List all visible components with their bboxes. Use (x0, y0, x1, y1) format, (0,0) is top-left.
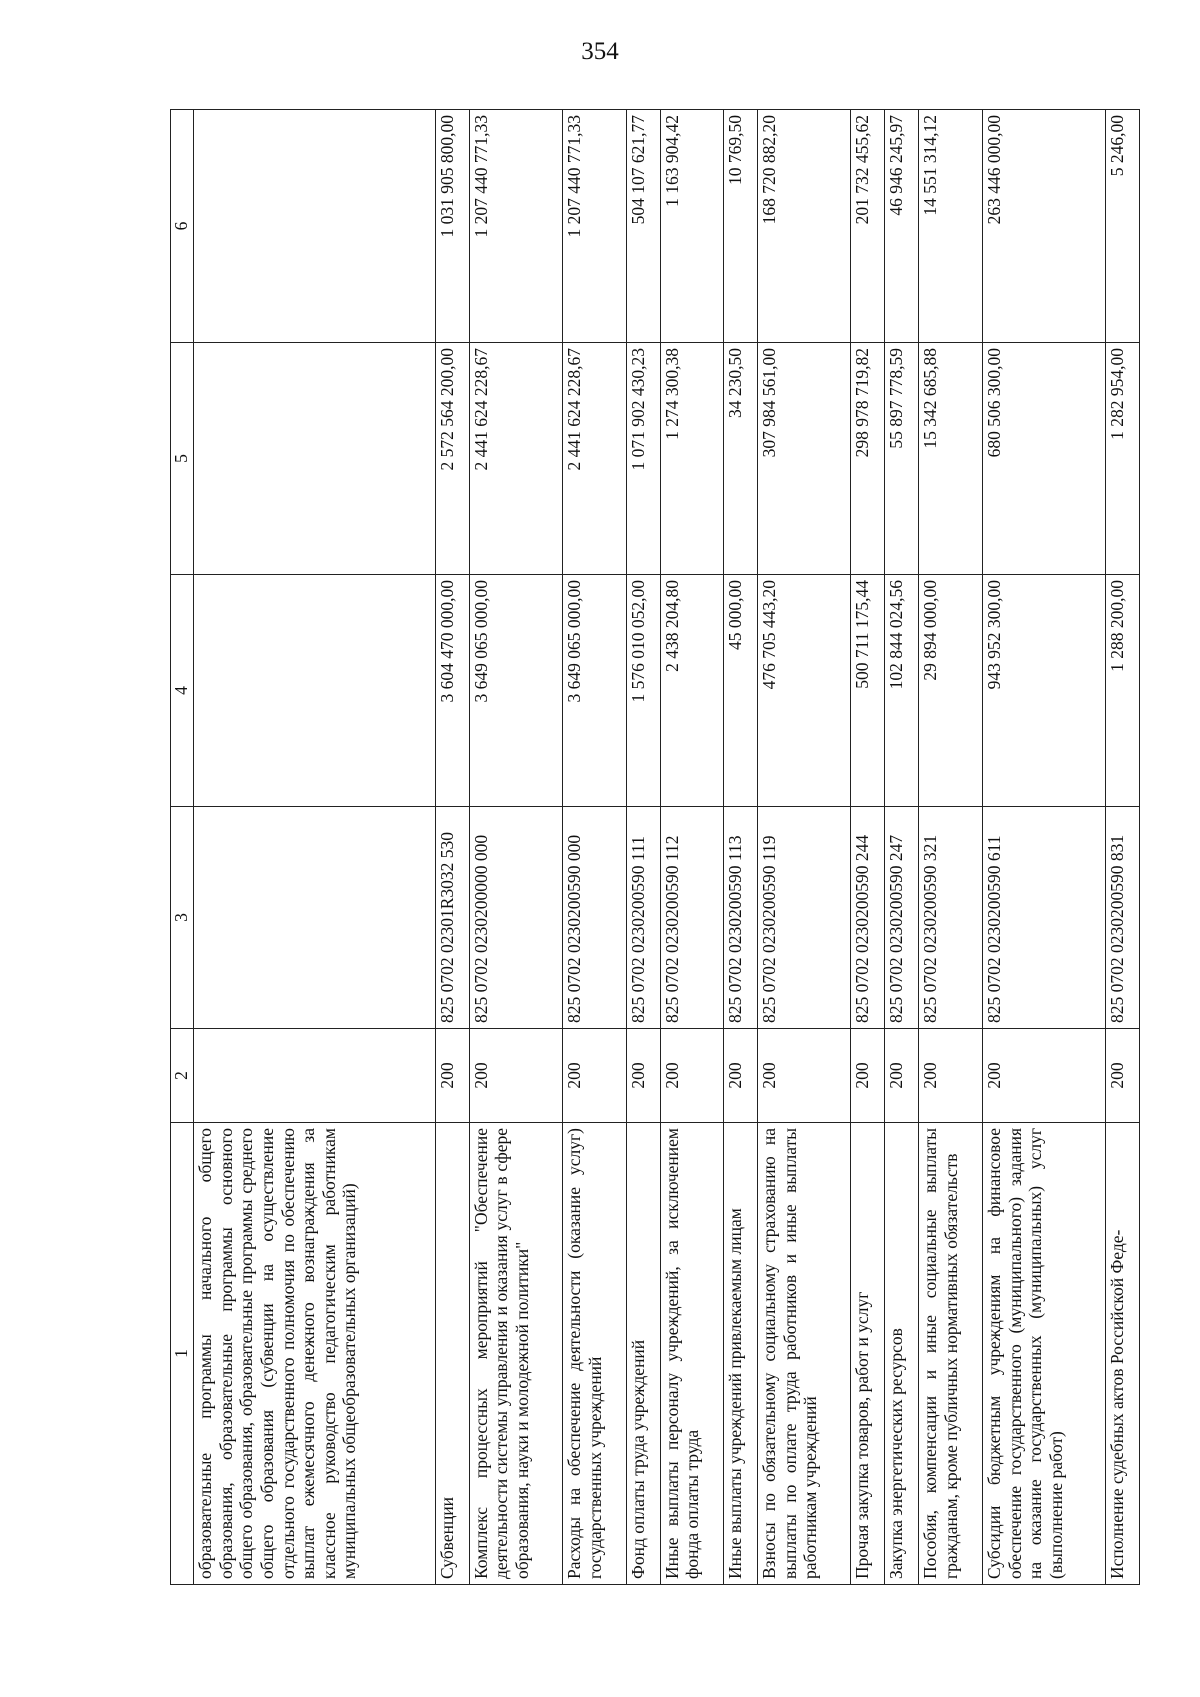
row-name: Расходы на обеспечение деятельности (оказание услуг) государственных учреждений (562, 1123, 626, 1585)
row-value-5: 298 978 719,82 (851, 343, 885, 575)
row-code: 825 0702 0230200590 321 (919, 807, 983, 1029)
header-col-3: 3 (171, 807, 194, 1029)
row-value-5: 680 506 300,00 (982, 343, 1105, 575)
table-row (435, 110, 469, 1585)
row-value-5: 1 282 954,00 (1105, 343, 1139, 575)
header-col-2: 2 (171, 1029, 194, 1123)
row-value-4: 1 288 200,00 (1105, 575, 1139, 807)
table-row (919, 110, 983, 1585)
row-value-6: 1 163 904,42 (660, 110, 724, 343)
row-value-6: 14 551 314,12 (919, 110, 983, 343)
row-code: 825 0702 0230200590 111 (626, 807, 660, 1029)
row-value-5: 2 441 624 228,67 (469, 343, 562, 575)
row-code: 825 0702 0230200590 244 (851, 807, 885, 1029)
row-value-5: 2 572 564 200,00 (435, 343, 469, 575)
row-value-5: 307 984 561,00 (758, 343, 851, 575)
row-col2: 200 (1105, 1029, 1139, 1123)
row-name: Прочая закупка товаров, работ и услуг (851, 1123, 885, 1585)
table-row (758, 110, 851, 1585)
row-value-5: 2 441 624 228,67 (562, 343, 626, 575)
row-value-4: 2 438 204,80 (660, 575, 724, 807)
row-code: 825 0702 0230200590 247 (885, 807, 919, 1029)
row-col2: 200 (626, 1029, 660, 1123)
row-value-5: 15 342 685,88 (919, 343, 983, 575)
row-name: образовательные программы начального общего образования, образовательные программы основного общего образования, образовательные программы среднего общего образования (субвенции на осуществление отдельного государственного полномочия по обеспечению выплат ежемесячного денежного вознаграждения за классное руководство педагогическим работникам муниципальных общеобразовательных организаций) (194, 1123, 436, 1585)
row-name: Иные выплаты учреждений привлекаемым лицам (724, 1123, 758, 1585)
row-name: Субвенции (435, 1123, 469, 1585)
row-value-4: 29 894 000,00 (919, 575, 983, 807)
row-code: 825 0702 0230200590 113 (724, 807, 758, 1029)
row-col2: 200 (469, 1029, 562, 1123)
row-value-6: 5 246,00 (1105, 110, 1139, 343)
row-col2: 200 (724, 1029, 758, 1123)
row-value-5: 1 071 902 430,23 (626, 343, 660, 575)
row-value-4: 500 711 175,44 (851, 575, 885, 807)
row-col2: 200 (562, 1029, 626, 1123)
row-code (194, 807, 436, 1029)
row-value-5: 1 274 300,38 (660, 343, 724, 575)
row-value-6: 1 031 905 800,00 (435, 110, 469, 343)
table-row (885, 110, 919, 1585)
row-col2: 200 (660, 1029, 724, 1123)
header-col-5: 5 (171, 343, 194, 575)
rotated-table-container (170, 110, 1140, 1585)
row-code: 825 0702 0230200590 611 (982, 807, 1105, 1029)
row-code: 825 0702 0230200590 831 (1105, 807, 1139, 1029)
row-value-4: 943 952 300,00 (982, 575, 1105, 807)
header-col-6: 6 (171, 110, 194, 343)
table-row (724, 110, 758, 1585)
table-row (562, 110, 626, 1585)
page-number: 354 (581, 38, 619, 65)
table-row (194, 110, 436, 1585)
row-col2: 200 (885, 1029, 919, 1123)
header-col-1: 1 (171, 1123, 194, 1585)
row-code: 825 0702 0230200590 112 (660, 807, 724, 1029)
row-code: 825 0702 0230200000 000 (469, 807, 562, 1029)
row-value-4: 1 576 010 052,00 (626, 575, 660, 807)
row-col2: 200 (919, 1029, 983, 1123)
row-name: Исполнение судебных актов Российской Феде- (1105, 1123, 1139, 1585)
row-col2: 200 (435, 1029, 469, 1123)
row-name: Иные выплаты персоналу учреждений, за исключением фонда оплаты труда (660, 1123, 724, 1585)
row-value-5: 55 897 778,59 (885, 343, 919, 575)
row-value-6 (194, 110, 436, 343)
row-value-4: 3 604 470 000,00 (435, 575, 469, 807)
row-value-5 (194, 343, 436, 575)
header-col-4: 4 (171, 575, 194, 807)
row-col2: 200 (982, 1029, 1105, 1123)
table-row (1105, 110, 1139, 1585)
header-row (171, 110, 194, 1585)
table-row (851, 110, 885, 1585)
row-name: Субсидии бюджетным учреждениям на финансовое обеспечение государственного (муниципального) задания на оказание государственных (муниципальных) услуг (выполнение работ) (982, 1123, 1105, 1585)
row-value-4: 45 000,00 (724, 575, 758, 807)
row-value-6: 504 107 621,77 (626, 110, 660, 343)
table-row (626, 110, 660, 1585)
row-value-4: 3 649 065 000,00 (469, 575, 562, 807)
row-value-6: 201 732 455,62 (851, 110, 885, 343)
row-name: Закупка энергетических ресурсов (885, 1123, 919, 1585)
table-row (660, 110, 724, 1585)
budget-table (170, 109, 1140, 1585)
row-col2 (194, 1029, 436, 1123)
row-code: 825 0702 0230200590 119 (758, 807, 851, 1029)
row-name: Пособия, компенсации и иные социальные выплаты гражданам, кроме публичных нормативных обязательств (919, 1123, 983, 1585)
table-row (469, 110, 562, 1585)
row-name: Взносы по обязательному социальному страхованию на выплаты по оплате труда работников и иные выплаты работникам учреждений (758, 1123, 851, 1585)
row-code: 825 0702 0230200590 000 (562, 807, 626, 1029)
row-code: 825 0702 02301R3032 530 (435, 807, 469, 1029)
row-value-4: 102 844 024,56 (885, 575, 919, 807)
row-value-6: 168 720 882,20 (758, 110, 851, 343)
row-value-4: 3 649 065 000,00 (562, 575, 626, 807)
row-col2: 200 (851, 1029, 885, 1123)
row-name: Фонд оплаты труда учреждений (626, 1123, 660, 1585)
row-value-6: 1 207 440 771,33 (562, 110, 626, 343)
row-value-5: 34 230,50 (724, 343, 758, 575)
row-value-6: 1 207 440 771,33 (469, 110, 562, 343)
row-col2: 200 (758, 1029, 851, 1123)
row-value-6: 263 446 000,00 (982, 110, 1105, 343)
row-value-6: 46 946 245,97 (885, 110, 919, 343)
table-row (982, 110, 1105, 1585)
row-value-4: 476 705 443,20 (758, 575, 851, 807)
row-value-4 (194, 575, 436, 807)
row-value-6: 10 769,50 (724, 110, 758, 343)
row-name: Комплекс процессных мероприятий "Обеспечение деятельности системы управления и оказания услуг в сфере образования, науки и молодежной политики" (469, 1123, 562, 1585)
